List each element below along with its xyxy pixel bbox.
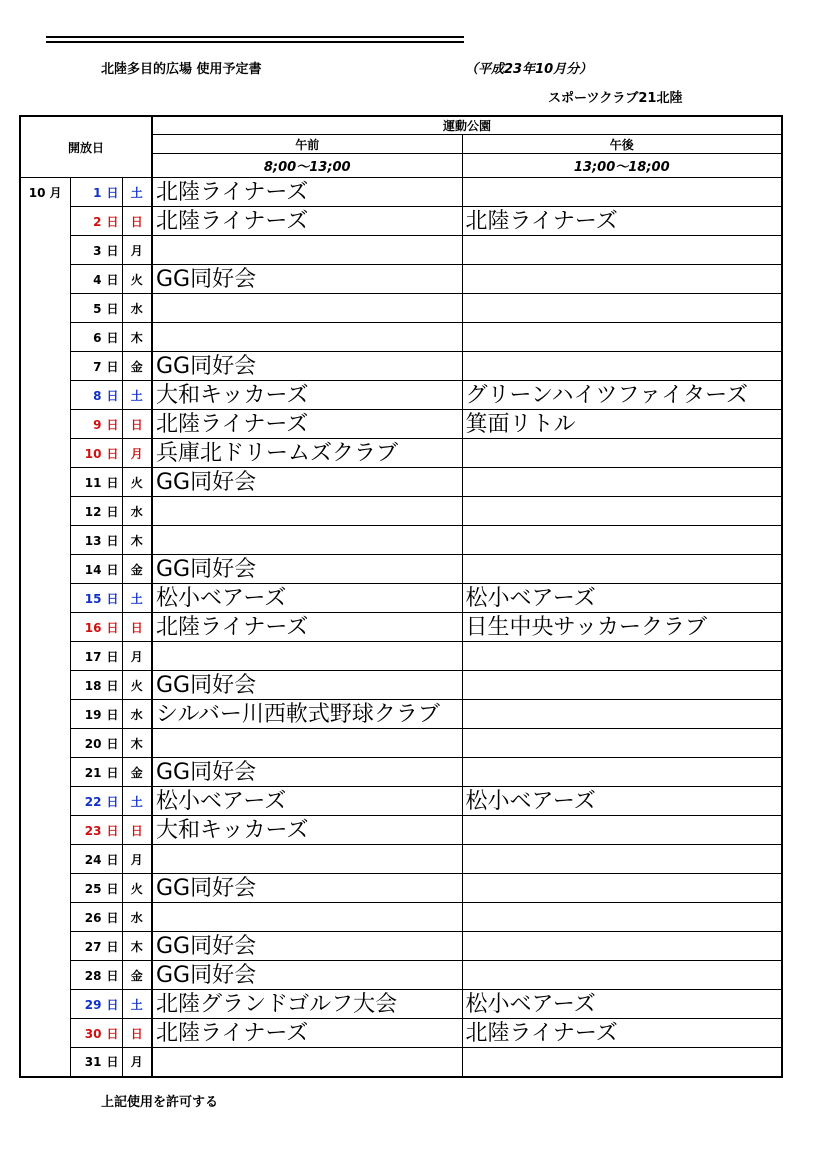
pm-booking-cell [462, 294, 782, 323]
header-rule-bottom [46, 41, 464, 43]
day-cell [70, 439, 122, 468]
pm-booking-cell [462, 439, 782, 468]
table-row [20, 555, 782, 584]
weekday-cell: 日 [122, 816, 152, 845]
day-cell [70, 613, 122, 642]
pm-booking-cell [462, 265, 782, 294]
table-row [20, 352, 782, 381]
weekday-cell: 日 [122, 613, 152, 642]
weekday-cell: 土 [122, 787, 152, 816]
weekday-cell: 日 [122, 207, 152, 236]
day-suffix: 日 [106, 388, 119, 403]
club-name: スポーツクラブ21北陸 [548, 91, 683, 106]
day-number: 19 [84, 707, 102, 722]
table-row [20, 816, 782, 845]
table-row [20, 903, 782, 932]
day-suffix: 日 [106, 301, 119, 316]
table-row [20, 323, 782, 352]
table-row [20, 961, 782, 990]
day-suffix: 日 [106, 243, 119, 258]
pm-booking-cell [462, 526, 782, 555]
day-number: 28 [84, 968, 102, 983]
table-row [20, 845, 782, 874]
day-cell [70, 787, 122, 816]
am-booking-cell: 北陸ライナーズ [152, 207, 462, 236]
pm-header: 午後 [462, 135, 782, 154]
am-time-header: 8;00～13;00 [152, 154, 462, 178]
table-row [20, 584, 782, 613]
table-row [20, 236, 782, 265]
day-number: 22 [84, 794, 102, 809]
day-number: 13 [84, 533, 102, 548]
day-number: 3 [93, 243, 102, 258]
day-cell [70, 758, 122, 787]
table-row [20, 932, 782, 961]
pm-booking-cell: 松小ベアーズ [462, 787, 782, 816]
day-suffix: 日 [106, 620, 119, 635]
day-cell [70, 236, 122, 265]
pm-booking-cell: 松小ベアーズ [462, 584, 782, 613]
pm-booking-cell [462, 729, 782, 758]
day-suffix: 日 [106, 185, 119, 200]
day-suffix: 日 [106, 591, 119, 606]
pm-booking-cell [462, 961, 782, 990]
am-booking-cell: GG同好会 [152, 758, 462, 787]
day-suffix: 日 [106, 330, 119, 345]
am-booking-cell: 松小ベアーズ [152, 584, 462, 613]
day-number: 9 [93, 417, 102, 432]
am-booking-cell: GG同好会 [152, 961, 462, 990]
weekday-cell: 金 [122, 961, 152, 990]
am-booking-cell: 北陸ライナーズ [152, 613, 462, 642]
weekday-cell: 月 [122, 845, 152, 874]
day-number: 4 [93, 272, 102, 287]
pm-booking-cell [462, 642, 782, 671]
weekday-cell: 土 [122, 584, 152, 613]
day-suffix: 日 [106, 707, 119, 722]
table-row [20, 468, 782, 497]
am-booking-cell: GG同好会 [152, 352, 462, 381]
weekday-cell: 火 [122, 468, 152, 497]
day-suffix: 日 [106, 562, 119, 577]
day-number: 16 [84, 620, 102, 635]
day-number: 6 [93, 330, 102, 345]
am-booking-cell: 北陸ライナーズ [152, 410, 462, 439]
day-suffix: 日 [106, 852, 119, 867]
day-suffix: 日 [106, 272, 119, 287]
am-header: 午前 [152, 135, 462, 154]
pm-booking-cell [462, 758, 782, 787]
day-cell [70, 526, 122, 555]
am-booking-cell: GG同好会 [152, 555, 462, 584]
day-suffix: 日 [106, 504, 119, 519]
weekday-cell: 木 [122, 729, 152, 758]
am-booking-cell: 北陸グランドゴルフ大会 [152, 990, 462, 1019]
am-booking-cell: 松小ベアーズ [152, 787, 462, 816]
pm-booking-cell [462, 845, 782, 874]
am-booking-cell [152, 845, 462, 874]
approval-note: 上記使用を許可する [101, 1095, 219, 1110]
am-booking-cell [152, 1048, 462, 1077]
am-booking-cell: GG同好会 [152, 932, 462, 961]
pm-booking-cell: 松小ベアーズ [462, 990, 782, 1019]
pm-time-header: 13;00～18;00 [462, 154, 782, 178]
am-booking-cell [152, 526, 462, 555]
day-suffix: 日 [106, 649, 119, 664]
day-number: 25 [84, 881, 102, 896]
day-cell [70, 932, 122, 961]
day-cell [70, 845, 122, 874]
weekday-cell: 月 [122, 236, 152, 265]
weekday-cell: 月 [122, 642, 152, 671]
day-suffix: 日 [106, 939, 119, 954]
day-number: 10 [84, 446, 102, 461]
facility-header: 運動公園 [152, 116, 782, 135]
am-booking-cell: 北陸ライナーズ [152, 1019, 462, 1048]
table-row [20, 381, 782, 410]
pm-booking-cell [462, 700, 782, 729]
day-number: 23 [84, 823, 102, 838]
schedule-table [19, 115, 783, 1078]
header-rule-top [46, 36, 464, 38]
day-number: 18 [84, 678, 102, 693]
day-number: 2 [93, 214, 102, 229]
day-suffix: 日 [106, 446, 119, 461]
day-suffix: 日 [106, 823, 119, 838]
weekday-cell: 金 [122, 555, 152, 584]
table-row [20, 1048, 782, 1077]
am-booking-cell: GG同好会 [152, 468, 462, 497]
weekday-cell: 水 [122, 903, 152, 932]
day-cell [70, 642, 122, 671]
am-booking-cell [152, 294, 462, 323]
day-number: 29 [84, 997, 102, 1012]
day-suffix: 日 [106, 475, 119, 490]
day-number: 31 [84, 1055, 102, 1070]
day-cell [70, 555, 122, 584]
table-row [20, 990, 782, 1019]
weekday-cell: 火 [122, 265, 152, 294]
weekday-cell: 土 [122, 990, 152, 1019]
day-cell [70, 700, 122, 729]
pm-booking-cell [462, 236, 782, 265]
day-number: 27 [84, 939, 102, 954]
weekday-cell: 火 [122, 874, 152, 903]
am-booking-cell [152, 729, 462, 758]
day-suffix: 日 [106, 910, 119, 925]
table-row [20, 265, 782, 294]
day-cell [70, 381, 122, 410]
day-cell [70, 468, 122, 497]
table-row [20, 1019, 782, 1048]
pm-booking-cell [462, 816, 782, 845]
day-suffix: 日 [106, 765, 119, 780]
weekday-cell: 金 [122, 352, 152, 381]
table-row [20, 613, 782, 642]
table-row [20, 178, 782, 207]
day-cell [70, 1019, 122, 1048]
day-cell [70, 584, 122, 613]
day-suffix: 日 [106, 881, 119, 896]
pm-booking-cell [462, 932, 782, 961]
pm-booking-cell: 箕面リトル [462, 410, 782, 439]
day-cell [70, 671, 122, 700]
page-title: 北陸多目的広場 使用予定書 [101, 62, 262, 77]
weekday-cell: 火 [122, 671, 152, 700]
pm-booking-cell [462, 903, 782, 932]
day-number: 26 [84, 910, 102, 925]
day-cell [70, 207, 122, 236]
day-cell [70, 410, 122, 439]
am-booking-cell: 大和キッカーズ [152, 381, 462, 410]
day-number: 15 [84, 591, 102, 606]
am-booking-cell: GG同好会 [152, 265, 462, 294]
day-cell [70, 816, 122, 845]
day-cell [70, 497, 122, 526]
pm-booking-cell [462, 178, 782, 207]
day-number: 7 [93, 359, 102, 374]
table-row [20, 207, 782, 236]
day-suffix: 日 [106, 1026, 119, 1041]
weekday-cell: 水 [122, 497, 152, 526]
weekday-cell: 木 [122, 526, 152, 555]
pm-booking-cell: 日生中央サッカークラブ [462, 613, 782, 642]
table-row [20, 700, 782, 729]
day-number: 5 [93, 301, 102, 316]
day-cell [70, 294, 122, 323]
day-cell [70, 352, 122, 381]
table-row [20, 758, 782, 787]
day-suffix: 日 [106, 214, 119, 229]
open-day-header: 開放日 [20, 116, 152, 178]
day-cell [70, 178, 122, 207]
day-number: 20 [84, 736, 102, 751]
day-suffix: 日 [106, 794, 119, 809]
am-booking-cell: 北陸ライナーズ [152, 178, 462, 207]
day-number: 8 [93, 388, 102, 403]
pm-booking-cell: グリーンハイツファイターズ [462, 381, 782, 410]
day-number: 14 [84, 562, 102, 577]
am-booking-cell: GG同好会 [152, 671, 462, 700]
weekday-cell: 月 [122, 1048, 152, 1077]
weekday-cell: 月 [122, 439, 152, 468]
table-row [20, 874, 782, 903]
pm-booking-cell [462, 555, 782, 584]
day-cell [70, 961, 122, 990]
pm-booking-cell [462, 874, 782, 903]
day-suffix: 日 [106, 533, 119, 548]
day-cell [70, 1048, 122, 1077]
month-cell: 10 月 [20, 178, 70, 1077]
table-row [20, 294, 782, 323]
day-suffix: 日 [106, 968, 119, 983]
day-number: 30 [84, 1026, 102, 1041]
day-cell [70, 265, 122, 294]
day-suffix: 日 [106, 417, 119, 432]
pm-booking-cell [462, 352, 782, 381]
am-booking-cell: 大和キッカーズ [152, 816, 462, 845]
day-number: 1 [93, 185, 102, 200]
day-suffix: 日 [106, 1055, 119, 1070]
am-booking-cell [152, 236, 462, 265]
am-booking-cell: GG同好会 [152, 874, 462, 903]
table-row [20, 439, 782, 468]
weekday-cell: 日 [122, 410, 152, 439]
day-number: 12 [84, 504, 102, 519]
day-cell [70, 323, 122, 352]
day-cell [70, 903, 122, 932]
day-number: 21 [84, 765, 102, 780]
day-suffix: 日 [106, 359, 119, 374]
table-row [20, 410, 782, 439]
pm-booking-cell: 北陸ライナーズ [462, 1019, 782, 1048]
day-cell [70, 874, 122, 903]
table-row [20, 671, 782, 700]
table-row [20, 787, 782, 816]
day-cell [70, 729, 122, 758]
weekday-cell: 水 [122, 294, 152, 323]
table-row [20, 729, 782, 758]
day-cell [70, 990, 122, 1019]
period-label: （平成23年10月分） [465, 62, 593, 77]
pm-booking-cell [462, 468, 782, 497]
weekday-cell: 土 [122, 178, 152, 207]
table-row [20, 497, 782, 526]
weekday-cell: 木 [122, 323, 152, 352]
day-suffix: 日 [106, 678, 119, 693]
day-number: 24 [84, 852, 102, 867]
weekday-cell: 水 [122, 700, 152, 729]
am-booking-cell [152, 323, 462, 352]
day-suffix: 日 [106, 997, 119, 1012]
weekday-cell: 木 [122, 932, 152, 961]
am-booking-cell: 兵庫北ドリームズクラブ [152, 439, 462, 468]
day-number: 17 [84, 649, 102, 664]
table-row [20, 642, 782, 671]
weekday-cell: 金 [122, 758, 152, 787]
pm-booking-cell [462, 323, 782, 352]
am-booking-cell [152, 903, 462, 932]
weekday-cell: 日 [122, 1019, 152, 1048]
pm-booking-cell [462, 671, 782, 700]
pm-booking-cell [462, 497, 782, 526]
table-row [20, 526, 782, 555]
am-booking-cell [152, 642, 462, 671]
am-booking-cell [152, 497, 462, 526]
day-number: 11 [84, 475, 102, 490]
day-suffix: 日 [106, 736, 119, 751]
pm-booking-cell: 北陸ライナーズ [462, 207, 782, 236]
weekday-cell: 土 [122, 381, 152, 410]
am-booking-cell: シルバー川西軟式野球クラブ [152, 700, 462, 729]
schedule-body [20, 178, 782, 1077]
pm-booking-cell [462, 1048, 782, 1077]
